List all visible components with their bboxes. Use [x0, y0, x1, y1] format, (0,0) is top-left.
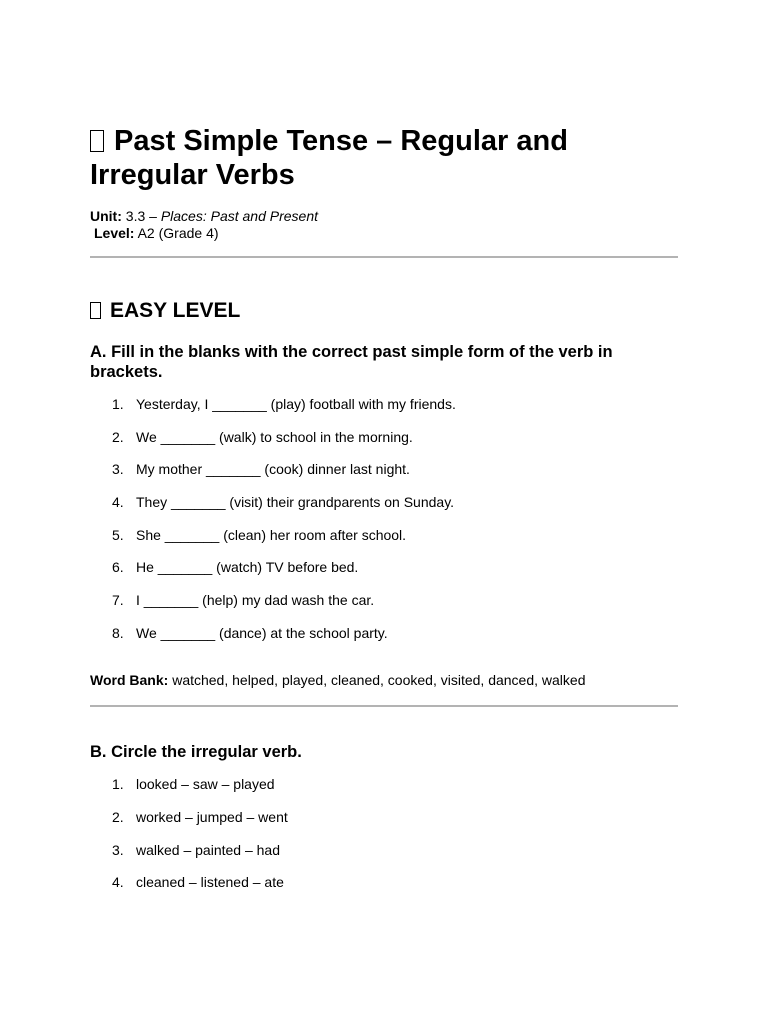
item-text: We _______ (dance) at the school party.: [136, 625, 388, 641]
page-title-text: Past Simple Tense – Regular and Irregular Verbs: [90, 125, 568, 191]
word-bank: [90, 672, 585, 689]
unit-line: [90, 208, 318, 225]
item-text: I _______ (help) my dad wash the car.: [136, 592, 375, 608]
item-text: We _______ (walk) to school in the morning.: [136, 429, 413, 445]
item-text: walked – painted – had: [136, 842, 280, 858]
section-title: [90, 299, 240, 323]
item-text: looked – saw – played: [136, 776, 275, 792]
section-title-text: EASY LEVEL: [110, 299, 241, 322]
item-text: Yesterday, I _______ (play) football with my friends.: [136, 396, 456, 412]
divider: [90, 705, 678, 707]
word-bank-label: Word Bank:: [90, 672, 169, 688]
exercise-b-heading: B. Circle the irregular verb.: [90, 743, 302, 761]
unit-name: Places: Past and Present: [160, 208, 319, 224]
item-text: She _______ (clean) her room after school.: [136, 527, 407, 543]
level-label: Level:: [94, 225, 135, 241]
unit-number: 3.3 –: [125, 208, 157, 224]
missing-glyph-icon: [90, 302, 101, 319]
word-bank-words: watched, helped, played, cleaned, cooked, visited, danced, walked: [172, 672, 586, 688]
item-text: cleaned – listened – ate: [136, 874, 284, 890]
level-line: [90, 225, 318, 242]
item-text: He _______ (watch) TV before bed.: [136, 559, 359, 575]
exercise-a-heading: A. Fill in the blanks with the correct past simple form of the verb in brackets.: [90, 343, 613, 381]
item-text: worked – jumped – went: [136, 809, 288, 825]
missing-glyph-icon: [90, 130, 104, 152]
page-title: [90, 124, 678, 192]
item-text: They _______ (visit) their grandparents on Sunday.: [136, 494, 455, 510]
level-value: A2 (Grade 4): [137, 225, 219, 241]
item-text: My mother _______ (cook) dinner last night.: [136, 461, 410, 477]
unit-info: [90, 208, 318, 242]
divider: [90, 256, 678, 258]
unit-label: Unit:: [90, 208, 122, 224]
